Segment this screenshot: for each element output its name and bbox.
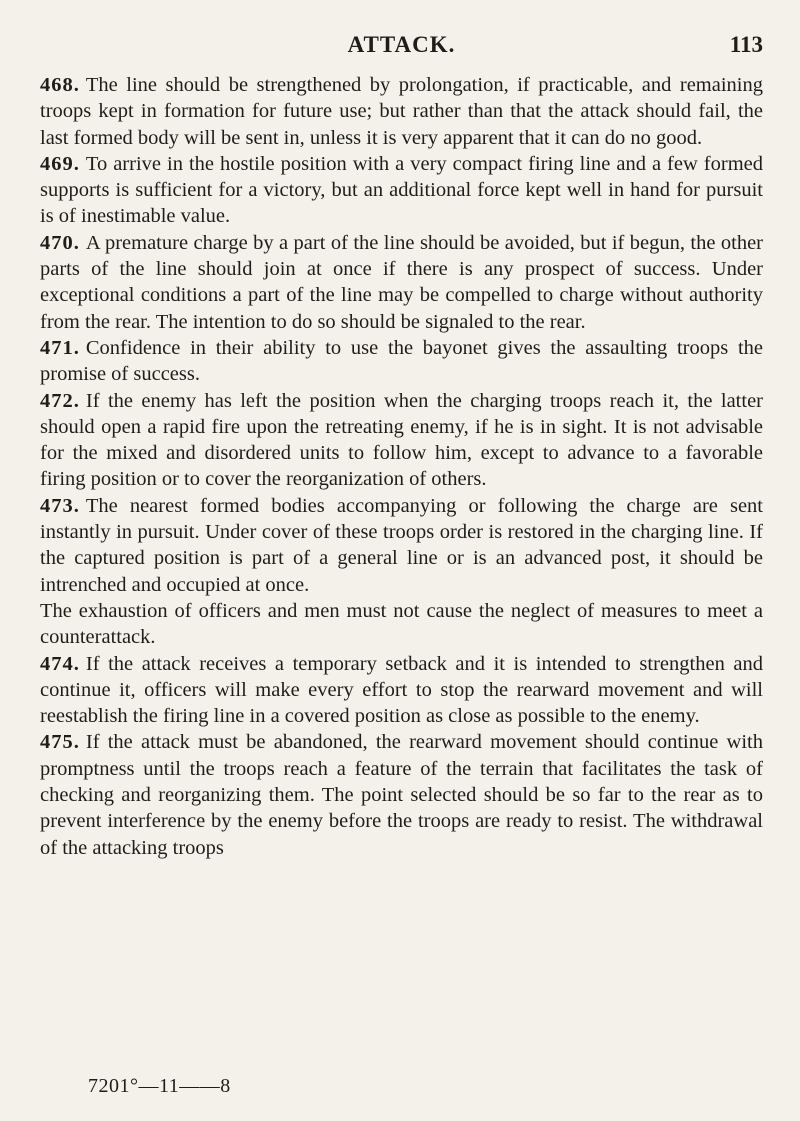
paragraph-473-continuation: [40, 598, 763, 651]
paragraph-text: If the attack receives a temporary setback and it is intended to strengthen and continue it, officers will make every effort to stop the rearward movement and will reestablish the firing line in a covered position as close as possible to the enemy.: [40, 652, 763, 728]
paragraph-473: [40, 493, 763, 598]
paragraph-number: 469.: [40, 152, 80, 175]
paragraph-number: 470.: [40, 231, 80, 254]
paragraph-text: The line should be strengthened by prolongation, if practicable, and remaining troops kept in formation for future use; but rather than that the attack should fail, the last formed body will be sent in, unless it is very apparent that it can do no good.: [40, 74, 763, 149]
paragraph-number: 473.: [40, 494, 80, 517]
paragraph-text: A premature charge by a part of the line should be avoided, but if begun, the other parts of the line should join at once if there is any prospect of success. Under exceptional conditions a part of the line may be compelled to charge without authority from the rear. The intention to do so should be signaled to the rear.: [40, 231, 763, 333]
running-title: ATTACK.: [347, 32, 456, 57]
paragraph-number: 472.: [40, 389, 80, 412]
paragraph-number: 474.: [40, 652, 80, 675]
paragraph-number: 475.: [40, 731, 80, 754]
paragraph-text: Confidence in their ability to use the bayonet gives the assaulting troops the promise of success.: [40, 336, 763, 386]
paragraph-number: 471.: [40, 336, 80, 359]
running-head: [40, 30, 763, 62]
paragraph-text: The nearest formed bodies accompanying or following the charge are sent instantly in pursuit. Under cover of these troops order is restored in the charging line. If the captured position is part of a general line or is an advanced post, it should be intrenched and occupied at once.: [40, 494, 763, 596]
paragraph-475: [40, 729, 763, 860]
paragraph-text: The exhaustion of officers and men must not cause the neglect of measures to meet a counterattack.: [40, 599, 763, 649]
paragraph-474: [40, 651, 763, 730]
paragraph-469: [40, 151, 763, 230]
paragraph-text: If the enemy has left the position when the charging troops reach it, the latter should open a rapid fire upon the retreating enemy, if he is in sight. It is not advisable for the mixed and disordered units to follow him, except to advance to a favorable firing position or to cover the reorganization of others.: [40, 389, 763, 491]
paragraph-468: [40, 72, 763, 151]
paragraph-471: [40, 335, 763, 388]
paragraph-470: [40, 230, 763, 335]
paragraph-text: If the attack must be abandoned, the rearward movement should continue with promptness until the troops reach a feature of the terrain that facilitates the task of checking and reorganizing them. The point selected should be so far to the rear as to prevent interference by the enemy before the troops are ready to resist. The withdrawal of the attacking troops: [40, 731, 763, 859]
body-text: [40, 72, 763, 861]
paragraph-472: [40, 388, 763, 493]
printer-signature: 7201°—11——8: [88, 1075, 231, 1097]
page-number: 113: [729, 32, 763, 57]
paragraph-text: To arrive in the hostile position with a very compact firing line and a few formed supports is sufficient for a victory, but an additional force kept well in hand for pursuit is of inestimable value.: [40, 152, 763, 228]
book-page: [40, 30, 763, 861]
paragraph-number: 468.: [40, 74, 80, 96]
